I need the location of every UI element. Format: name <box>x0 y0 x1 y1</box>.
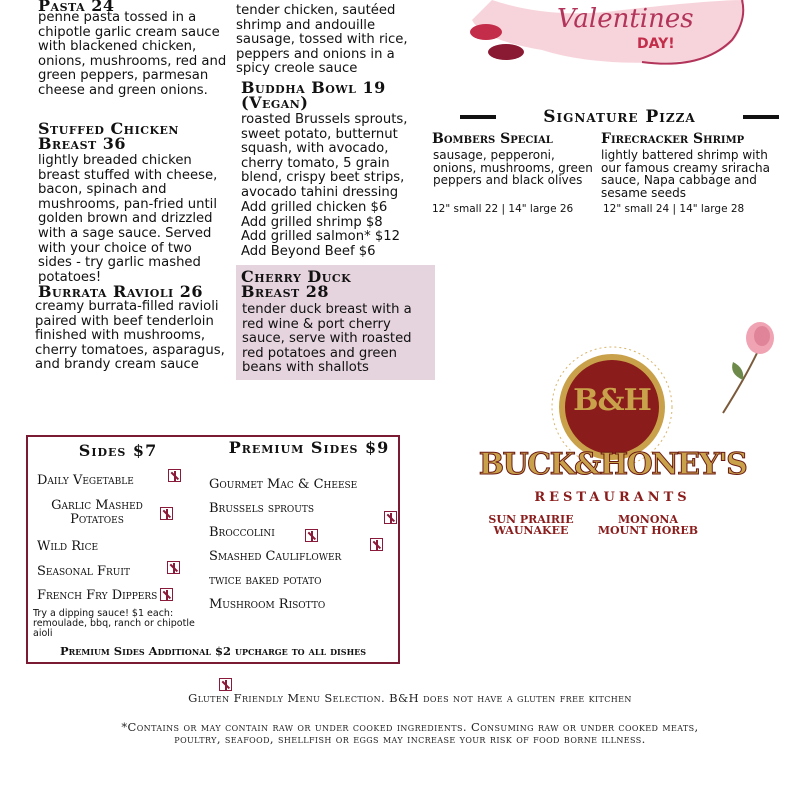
location: WAUNAKEE <box>493 524 569 537</box>
gluten-friendly-icon <box>305 529 318 542</box>
lips-icon <box>470 24 502 40</box>
location: MONONA <box>618 513 678 526</box>
gluten-friendly-note: Gluten Friendly Menu Selection. B&H does not have a gluten free kitchen <box>188 691 632 705</box>
logo-locations-right <box>588 514 708 536</box>
location: MOUNT HOREB <box>597 524 699 537</box>
location: SUN PRAIRIE <box>488 513 574 526</box>
jambalaya-desc: tender chicken, sautéed shrimp and andouille sausage, tossed with rice, peppers and onions in a spicy creole sauce <box>236 3 408 77</box>
burrata-desc: creamy burrata-filled ravioli paired with beef tenderloin finished with mushrooms, cherry tomatoes, asparagus, and brandy cream sauce <box>35 299 225 373</box>
valentines-script: Valentines <box>557 4 694 34</box>
pizza-title: Bombers Special <box>432 131 553 147</box>
gluten-friendly-icon <box>160 588 173 601</box>
pizza-heading: Signature Pizza <box>543 107 696 127</box>
premium-side-item: Brussels sprouts <box>209 501 315 516</box>
pizza-sizes: 12" small 24 | 14" large 28 <box>603 203 745 215</box>
pizza-desc: sausage, pepperoni, onions, mushrooms, green peppers and black olives <box>433 148 593 187</box>
sides-box <box>26 435 400 664</box>
pizza-title: Firecracker Shrimp <box>601 131 745 147</box>
gluten-friendly-icon <box>384 511 397 524</box>
pizza-desc: lightly battered shrimp with our famous creamy sriracha sauce, Napa cabbage and sesame seeds <box>601 148 770 200</box>
logo-monogram: B&H <box>573 383 651 418</box>
side-item: French Fry Dippers <box>37 588 158 603</box>
addon-item: Add grilled chicken $6 <box>241 200 388 215</box>
pizza-rule-left <box>460 115 496 119</box>
premium-side-item: twice baked potato <box>209 573 322 588</box>
premium-side-item: Broccolini <box>209 525 275 540</box>
valentines-day: DAY! <box>637 36 675 52</box>
logo-locations-left <box>476 514 586 536</box>
dipping-note: Try a dipping sauce! $1 each: remoulade, bbq, ranch or chipotle aioli <box>33 608 195 639</box>
gluten-friendly-icon <box>160 507 173 520</box>
gluten-friendly-icon <box>219 678 232 691</box>
valentines-graphic <box>462 0 762 80</box>
lips-icon <box>488 44 524 60</box>
gluten-friendly-icon <box>370 538 383 551</box>
gluten-friendly-icon <box>168 469 181 482</box>
pizza-sizes: 12" small 22 | 14" large 26 <box>432 203 574 215</box>
side-item: Seasonal Fruit <box>37 564 130 579</box>
premium-side-item: Gourmet Mac & Cheese <box>209 477 358 492</box>
duck-desc: tender duck breast with a red wine & port cherry sauce, serve with roasted red potatoes and green beans with shallots <box>242 302 412 376</box>
premium-side-item: Mushroom Risotto <box>209 597 326 612</box>
premium-sides-heading: Premium Sides $9 <box>228 438 390 457</box>
buddha-title: Buddha Bowl 19 (Vegan) <box>241 78 386 112</box>
burrata-title: Burrata Ravioli 26 <box>38 282 204 301</box>
sides-heading: Sides $7 <box>78 441 158 460</box>
logo-name: BUCK&HONEY'S <box>478 447 747 482</box>
stuffed-chicken-title: Stuffed Chicken Breast 36 <box>38 119 179 153</box>
logo <box>470 335 755 540</box>
gluten-friendly-icon <box>167 561 180 574</box>
side-item: Garlic Mashed Potatoes <box>51 498 143 527</box>
premium-side-item: Smashed Cauliflower <box>209 549 342 564</box>
raw-food-disclaimer: *Contains or may contain raw or under cooked ingredients. Consuming raw or under cooked meats, poultry, seafood, shellfish or eggs may increase your risk of food borne illness. <box>121 720 699 746</box>
side-item: Daily Vegetable <box>37 473 134 488</box>
pizza-rule-right <box>743 115 779 119</box>
buddha-addons <box>241 201 429 259</box>
duck-panel <box>236 265 435 380</box>
buddha-desc: roasted Brussels sprouts, sweet potato, butternut squash, with avocado, cherry tomato, 5 grain blend, crispy beet strips, avocado tahini dressing <box>241 112 408 200</box>
pasta-desc: penne pasta tossed in a chipotle garlic cream sauce with blackened chicken, onions, mushrooms, red and green peppers, parmesan cheese and green onions. <box>38 10 227 98</box>
duck-title: Cherry Duck Breast 28 <box>241 267 352 301</box>
pasta-title: Pasta 24 <box>38 0 115 15</box>
addon-item: Add grilled salmon* $12 <box>241 229 401 245</box>
sides-footer: Premium Sides Additional $2 upcharge to all dishes <box>59 644 367 658</box>
addon-item: Add grilled shrimp $8 <box>241 214 383 230</box>
stuffed-chicken-desc: lightly breaded chicken breast stuffed with cheese, bacon, spinach and mushrooms, pan-fried until golden brown and drizzled with a sage sauce. Served with your choice of two sides - try garlic mashed potatoes! <box>38 153 218 285</box>
logo-sub: RESTAURANTS <box>534 490 691 505</box>
addon-item: Add Beyond Beef $6 <box>241 243 376 259</box>
side-item: Wild Rice <box>37 539 99 554</box>
